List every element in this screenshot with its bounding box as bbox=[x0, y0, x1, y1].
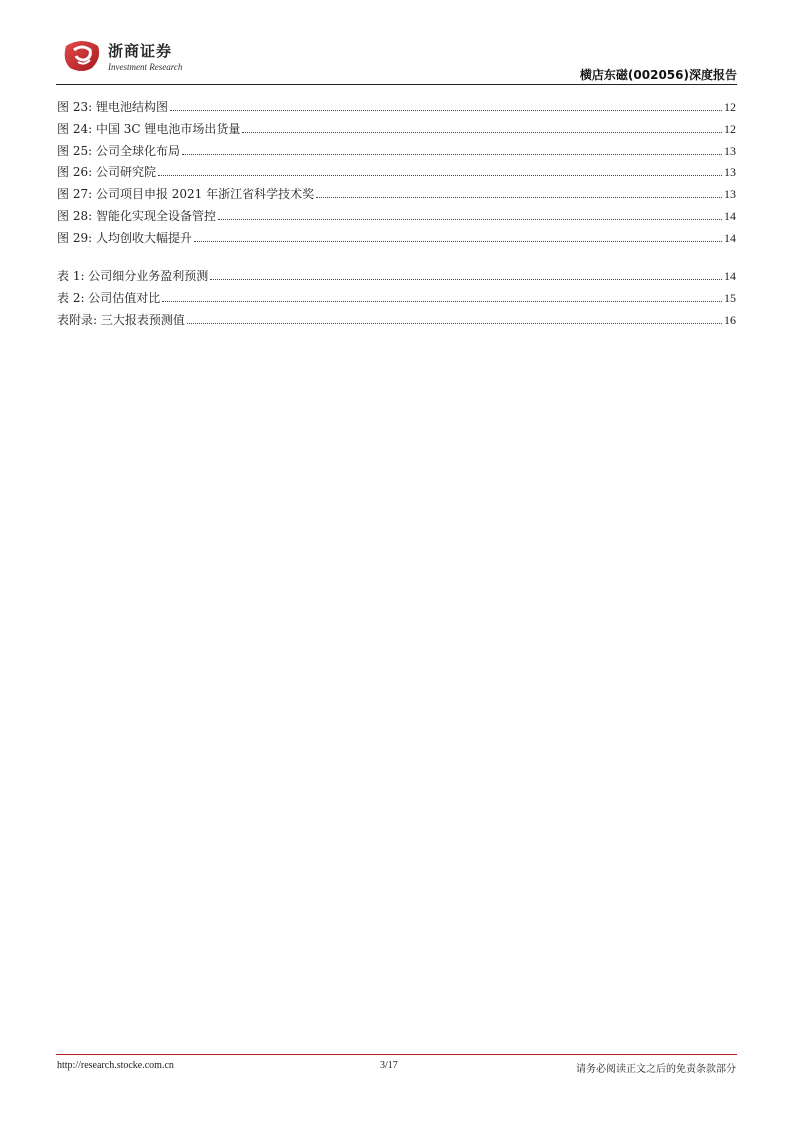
figure-toc-entry-page: 14 bbox=[724, 230, 736, 245]
table-toc-entry-page: 14 bbox=[724, 269, 736, 283]
figure-toc-entry-label: 图 27: 公司项目申报 2021 年浙江省科学技术奖 bbox=[57, 187, 315, 202]
dot-leader bbox=[158, 175, 722, 176]
dot-leader bbox=[316, 197, 722, 198]
figure-toc-entry[interactable] bbox=[57, 185, 736, 207]
page-number: 3/17 bbox=[380, 1060, 398, 1071]
figure-toc-entry-label: 图 29: 人均创收大幅提升 bbox=[57, 230, 192, 245]
figure-toc-entry-page: 13 bbox=[724, 187, 736, 202]
logo-mark-icon bbox=[62, 38, 102, 74]
dot-leader bbox=[187, 323, 722, 324]
figure-toc-entry[interactable] bbox=[57, 163, 736, 185]
figure-toc-entry-label: 图 28: 智能化实现全设备管控 bbox=[57, 208, 216, 223]
dot-leader bbox=[218, 219, 722, 220]
dot-leader bbox=[162, 301, 722, 302]
table-toc-entry-label: 表附录: 三大报表预测值 bbox=[57, 312, 185, 327]
figure-toc-entry-page: 13 bbox=[724, 165, 736, 180]
logo-text-cn: 浙商证券 bbox=[108, 42, 173, 60]
figure-toc-entry[interactable] bbox=[57, 142, 736, 164]
table-toc-entry[interactable] bbox=[57, 267, 736, 289]
header-divider bbox=[56, 84, 737, 85]
figure-index bbox=[57, 98, 736, 251]
figure-toc-entry-page: 13 bbox=[724, 143, 736, 158]
figure-toc-entry-label: 图 24: 中国 3C 锂电池市场出货量 bbox=[57, 121, 241, 136]
table-toc-entry[interactable] bbox=[57, 289, 736, 311]
figure-toc-entry[interactable] bbox=[57, 98, 736, 120]
figure-toc-entry-page: 14 bbox=[724, 208, 736, 223]
dot-leader bbox=[242, 132, 722, 133]
figure-toc-entry-label: 图 25: 公司全球化布局 bbox=[57, 143, 180, 158]
logo-text-en: Investment Research bbox=[108, 62, 183, 72]
dot-leader bbox=[170, 110, 722, 111]
table-toc-entry-page: 16 bbox=[724, 312, 736, 327]
table-toc-entry-label: 表 1: 公司细分业务盈利预测 bbox=[57, 269, 209, 283]
company-logo bbox=[62, 38, 192, 78]
footer-website-link[interactable]: http://research.stocke.com.cn bbox=[57, 1060, 174, 1071]
table-toc-entry-page: 15 bbox=[724, 290, 736, 305]
document-title: 横店东磁(002056)深度报告 bbox=[579, 68, 737, 82]
dot-leader bbox=[194, 241, 722, 242]
table-toc-entry[interactable] bbox=[57, 311, 736, 333]
dot-leader bbox=[182, 154, 722, 155]
table-toc-entry-label: 表 2: 公司估值对比 bbox=[57, 290, 161, 305]
figure-toc-entry-label: 图 23: 锂电池结构图 bbox=[57, 100, 168, 114]
figure-toc-entry-label: 图 26: 公司研究院 bbox=[57, 165, 156, 180]
figure-toc-entry[interactable] bbox=[57, 120, 736, 142]
figure-toc-entry[interactable] bbox=[57, 207, 736, 229]
table-index bbox=[57, 267, 736, 332]
footer-divider bbox=[56, 1054, 737, 1055]
figure-toc-entry[interactable] bbox=[57, 229, 736, 251]
figure-toc-entry-page: 12 bbox=[724, 100, 736, 114]
figure-toc-entry-page: 12 bbox=[724, 121, 736, 136]
disclaimer-note: 请务必阅读正文之后的免责条款部分 bbox=[576, 1064, 736, 1075]
dot-leader bbox=[210, 279, 722, 280]
